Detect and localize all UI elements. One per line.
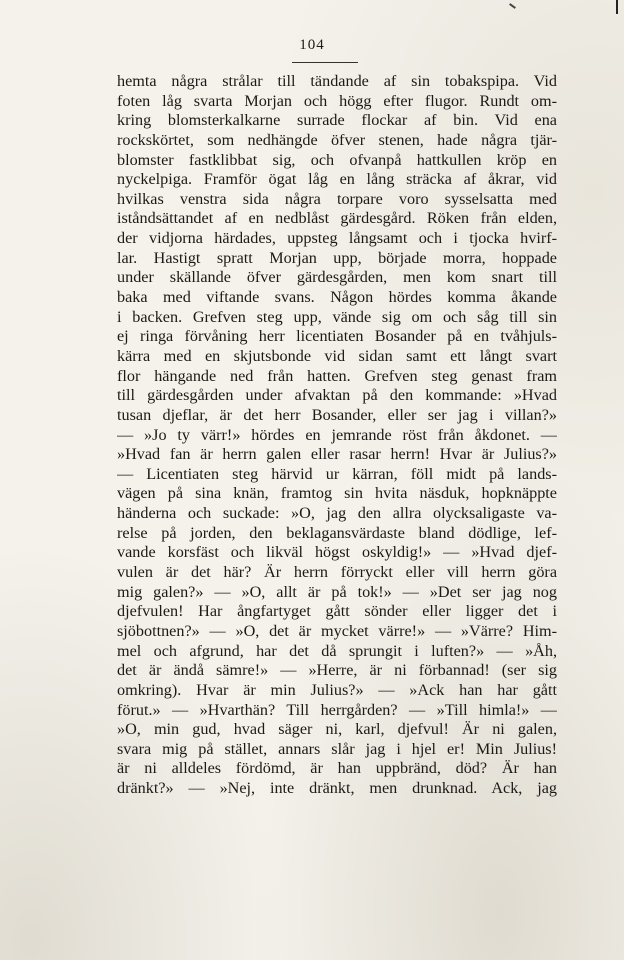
text-line: vande korsfäst och likväl högst oskyldig!» — »Hvad djef- [117,543,557,562]
text-line: nyckelpiga. Framför ögat låg en lång sträcka af åkrar, vid [117,170,557,189]
text-line: ej ringa förvåning herr licentiaten Bosander på en tvåhjuls- [117,327,557,346]
text-line: hemta några strålar till tändande af sin tobakspipa. Vid [117,72,557,90]
text-line: är ni alldeles fördömd, är han uppbränd, död? Är han [117,759,557,778]
text-line: vägen på sina knän, framtog sin hvita näsduk, hopknäppte [117,484,557,503]
text-line: tusan djeflar, är det herr Bosander, eller ser jag i villan?» [117,405,557,424]
text-line: i backen. Grefven steg upp, vände sig om och såg till sin [117,307,557,326]
text-line: det är ändå sämre!» — »Herre, är ni förbannad! (ser sig [117,661,557,680]
text-line: baka med viftande svans. Någon hördes komma åkande [117,288,557,307]
text-line: förut.» — »Hvarthän? Till herrgården? — »Till himla!» — [117,700,557,719]
text-line: dränkt?» — »Nej, inte dränkt, men drunknad. Ack, jag [117,779,557,798]
header-rule [292,62,358,63]
text-line: »Hvad fan är herrn galen eller rasar herrn! Hvar är Julius?» [117,445,557,464]
text-line: mel och afgrund, har det då sprungit i luften?» — »Åh, [117,641,557,660]
text-line: — »Jo ty värr!» hördes en jemrande röst från åkdonet. — [117,425,557,444]
text-line: kring blomsterkalkarne surrade flockar af bin. Vid ena [117,111,557,130]
text-line: händerna och suckade: »O, jag den allra olycksaligaste va- [117,504,557,523]
text-line: — Licentiaten steg härvid ur kärran, föll midt på lands- [117,464,557,483]
text-line: blomster fastklibbat sig, och ofvanpå hattkullen kröp en [117,150,557,169]
text-line: foten låg svarta Morjan och högg efter flugor. Rundt om- [117,91,557,110]
page-number: 104 [299,37,325,53]
text-line: hvilkas venstra sida några torpare voro sysselsatta med [117,189,557,208]
scan-edge-mark [616,0,618,14]
text-line: under skällande öfver gärdesgården, men kom snart till [117,268,557,287]
text-line: mig galen?» — »O, allt är på tok!» — »Det ser jag nog [117,582,557,601]
text-line: rockskörtet, som nedhängde öfver stenen, hade några tjär- [117,130,557,149]
text-line: der vidjorna härdades, uppsteg långsamt och i tjocka hvirf- [117,229,557,248]
text-line: »O, min gud, hvad säger ni, karl, djefvul! Är ni galen, [117,720,557,739]
text-line: djefvulen! Har ångfartyget gått sönder eller ligger det i [117,602,557,621]
body-text [117,72,557,799]
text-line: kärra med en skjutsbonde vid sidan samt ett långt svart [117,346,557,365]
text-line: sjöbottnen?» — »O, det är mycket värre!» — »Värre? Him- [117,621,557,640]
text-line: vulen är det här? Är herrn förryckt eller vill herrn göra [117,563,557,582]
text-line: lar. Hastigt spratt Morjan upp, började morra, hoppade [117,248,557,267]
text-line: svara mig på stället, annars slår jag i hjel er! Min Julius! [117,739,557,758]
text-line: till gärdesgården under afvaktan på den kommande: »Hvad [117,386,557,405]
text-line: iståndsättandet af en nedblåst gärdesgård. Röken från elden, [117,209,557,228]
text-line: flor hängande ned från hatten. Grefven steg genast fram [117,366,557,385]
text-line: omkring). Hvar är min Julius?» — »Ack han har gått [117,680,557,699]
text-line: relse på jorden, den beklagansvärdaste bland dödlige, lef- [117,523,557,542]
